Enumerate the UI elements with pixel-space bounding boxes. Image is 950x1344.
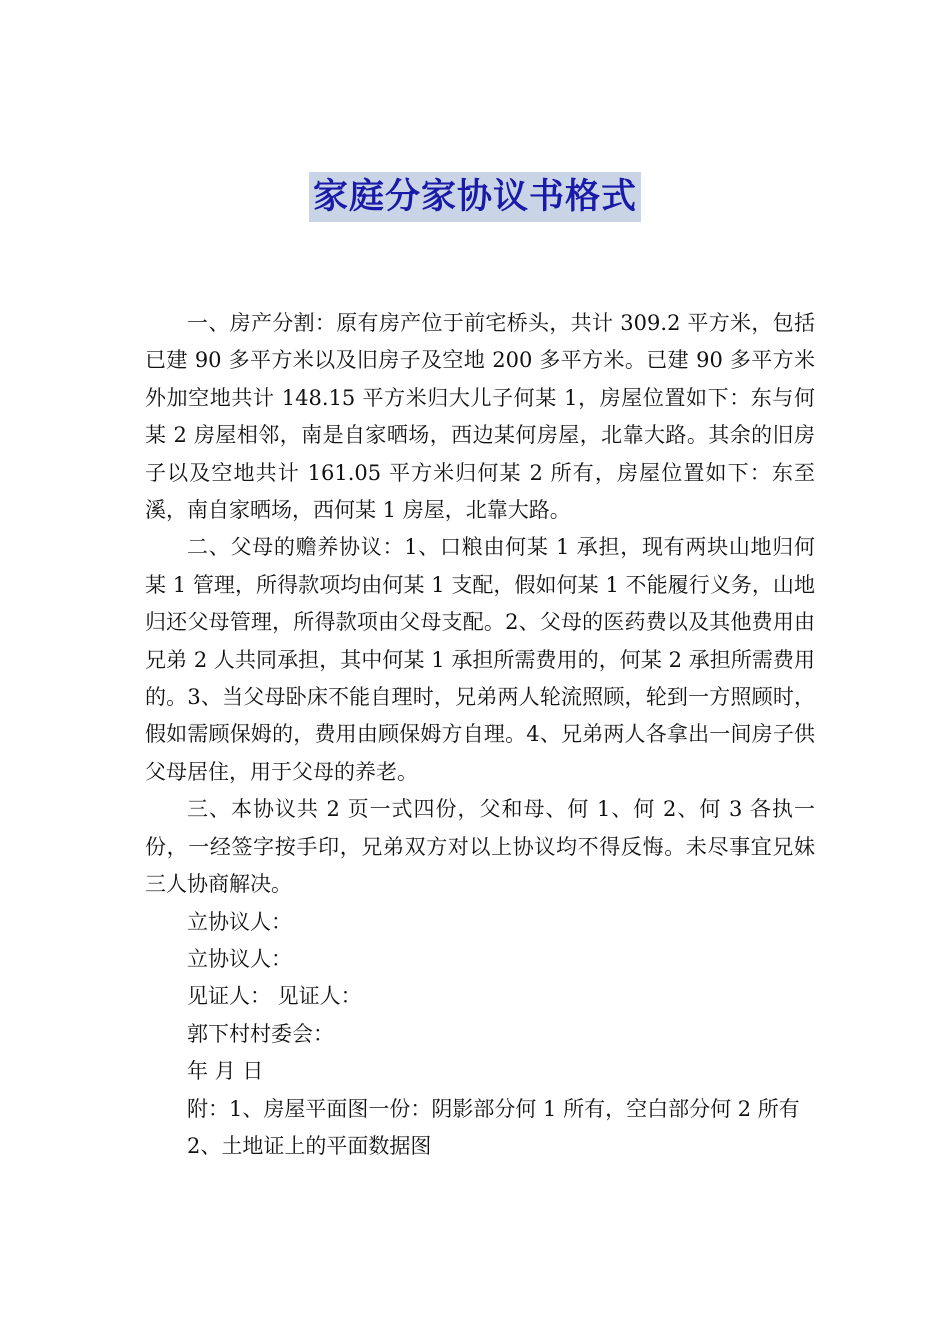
document-body [145,305,815,1165]
document-title: 家庭分家协议书格式 [309,172,641,222]
paragraph-property-division: 一、房产分割：原有房产位于前宅桥头，共计 309.2 平方米，包括已建 90 多平方米以及旧房子及空地 200 多平方米。已建 90 多平方米外加空地共计 148.15 平方米归大儿子何某 1，房屋位置如下：东与何某 2 房屋相邻，南是自家晒场，西边某何房屋，北靠大路。其余的旧房子以及空地共计 161.05 平方米归何某 2 所有，房屋位置如下：东至溪，南自家晒场，西何某 1 房屋，北靠大路。 [145,311,815,523]
attachment-2: 2、土地证上的平面数据图 [187,1133,432,1158]
paragraph-parent-support: 二、父母的赡养协议：1、口粮由何某 1 承担，现有两块山地归何某 1 管理，所得款项均由何某 1 支配，假如何某 1 不能履行义务，山地归还父母管理，所得款项由父母支配。2、父母的医药费以及其他费用由兄弟 2 人共同承担，其中何某 1 承担所需费用的，何某 2 承担所需费用的。3、当父母卧床不能自理时，兄弟两人轮流照顾，轮到一方照顾时，假如需顾保姆的，费用由顾保姆方自理。4、兄弟两人各拿出一间房子供父母居住，用于父母的养老。 [145,535,815,784]
date-line: 年 月 日 [187,1059,264,1084]
village-committee-line: 郭下村村委会： [187,1021,334,1046]
paragraph-agreement-copies: 三、本协议共 2 页一式四份，父和母、何 1、何 2、何 3 各执一份，一经签字按手印，兄弟双方对以上协议均不得反悔。未尽事宜兄妹三人协商解决。 [145,797,815,897]
attachment-1: 附：1、房屋平面图一份：阴影部分何 1 所有，空白部分何 2 所有 [187,1096,800,1121]
title-container [0,172,950,222]
witness-line: 见证人： 见证人： [187,984,362,1009]
signatory-line-1: 立协议人： [187,909,292,934]
signatory-line-2: 立协议人： [187,946,292,971]
